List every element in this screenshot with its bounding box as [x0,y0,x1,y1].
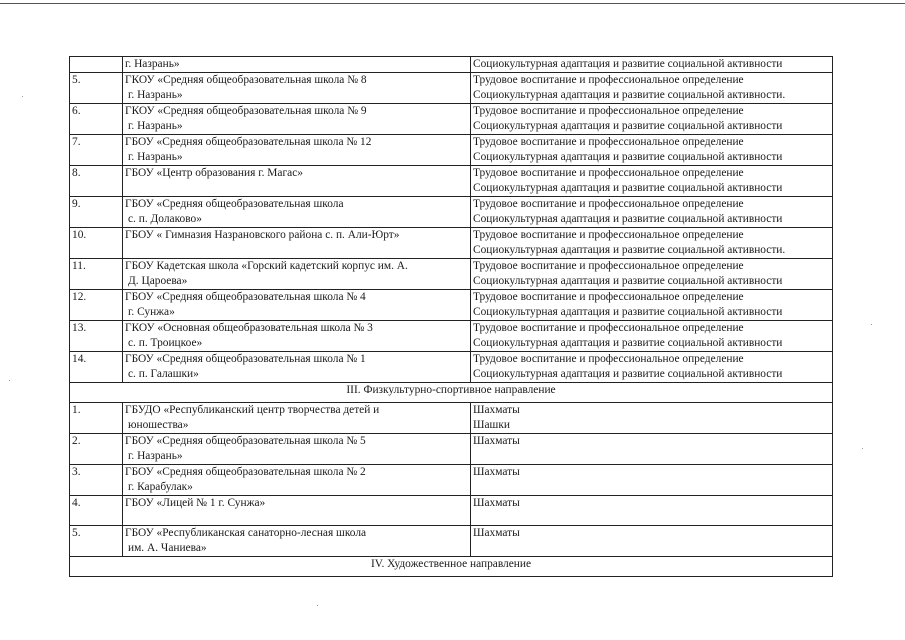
institution-name-line: ГКОУ «Основная общеобразовательная школа № 3 [125,322,373,334]
institution-name-line: г. Назрань» [125,58,180,70]
institution-name-line: ГБОУ «Средняя общеобразовательная школа № 12 [125,136,372,148]
row-number: 4. [70,496,123,526]
program-description [471,259,833,290]
institution-name-line: ГБОУ « Гимназия Назрановского района с. п. Али-Юрт» [125,229,400,241]
row-number: 5. [70,73,123,104]
row-number [70,57,123,73]
scan-artifact [9,380,10,381]
program-description-line: Социокультурная адаптация и развитие социальной активности [473,182,783,194]
table-row [70,197,833,228]
program-description-line: Трудовое воспитание и профессиональное определение [473,105,744,117]
institution-name-line: ГБОУ «Средняя общеобразовательная школа № 4 [125,291,366,303]
table-row [70,290,833,321]
row-number: 2. [70,434,123,465]
program-description-line: Трудовое воспитание и профессиональное определение [473,229,744,241]
table-row [70,104,833,135]
program-description-line: Шашки [473,419,510,431]
institution-name-line: ГКОУ «Средняя общеобразовательная школа № 9 [125,105,367,117]
program-description [471,166,833,197]
institution-name-line: ГБОУ «Средняя общеобразовательная школа № 1 [125,353,366,365]
program-description-line: Трудовое воспитание и профессиональное определение [473,167,744,179]
program-description-line: Социокультурная адаптация и развитие социальной активности [473,368,783,380]
institution-name [123,166,471,197]
program-description-line: Социокультурная адаптация и развитие социальной активности [473,213,783,225]
program-description-line: Трудовое воспитание и профессиональное определение [473,74,744,86]
row-number: 12. [70,290,123,321]
institution-name [123,526,471,557]
program-description-line: Трудовое воспитание и профессиональное определение [473,260,744,272]
program-description-line: Трудовое воспитание и профессиональное определение [473,322,744,334]
row-number: 11. [70,259,123,290]
table-body [70,57,833,577]
scan-artifact [22,96,23,97]
table-row [70,496,833,526]
table-row [70,526,833,557]
institution-name-line: ГБОУ Кадетская школа «Горский кадетский корпус им. А. [125,260,408,272]
section-header-row [70,557,833,577]
program-description [471,73,833,104]
program-description [471,465,833,496]
table-row [70,434,833,465]
program-description [471,321,833,352]
institution-name-line: Д. Цароева» [128,275,188,287]
program-description [471,496,833,526]
table-row [70,73,833,104]
institution-name [123,228,471,259]
institution-name-line: г. Назрань» [128,89,183,101]
section-title: IV. Художественное направление [70,557,833,577]
program-description-line: Социокультурная адаптация и развитие социальной активности. [473,89,786,101]
program-description-line: Шахматы [473,466,520,478]
program-description-line: Шахматы [473,497,520,509]
row-number: 6. [70,104,123,135]
institution-name [123,403,471,434]
institution-name [123,135,471,166]
table-row [70,352,833,383]
institution-name-line: с. п. Троицкое» [128,337,203,349]
program-description-line: Трудовое воспитание и профессиональное определение [473,291,744,303]
program-description-line: Социокультурная адаптация и развитие социальной активности. [473,244,786,256]
row-number: 3. [70,465,123,496]
institution-name-line: ГБОУ «Средняя общеобразовательная школа [125,198,344,210]
row-number: 9. [70,197,123,228]
table-row [70,166,833,197]
program-description [471,526,833,557]
scan-artifact [317,605,318,606]
table-row [70,135,833,166]
institution-name [123,73,471,104]
program-description-line: Трудовое воспитание и профессиональное определение [473,353,744,365]
program-description [471,57,833,73]
institution-name-line: ГБОУ «Центр образования г. Магас» [125,167,303,179]
institution-name [123,57,471,73]
section-header-row [70,383,833,403]
program-description-line: Социокультурная адаптация и развитие социальной активности [473,337,783,349]
program-description-line: Социокультурная адаптация и развитие социальной активности [473,275,783,287]
institution-name-line: г. Назрань» [128,120,183,132]
program-description-line: Социокультурная адаптация и развитие социальной активности [473,151,783,163]
program-description-line: Социокультурная адаптация и развитие социальной активности [473,306,783,318]
institution-name-line: г. Карабулак» [128,481,193,493]
program-description [471,290,833,321]
institution-name [123,465,471,496]
program-description-line: Трудовое воспитание и профессиональное определение [473,198,744,210]
row-number: 13. [70,321,123,352]
scan-artifact [871,324,872,325]
institution-name-line: г. Назрань» [128,450,183,462]
institution-name [123,259,471,290]
table-row [70,228,833,259]
row-number: 10. [70,228,123,259]
institution-name-line: с. п. Долаково» [128,213,202,225]
table-row [70,465,833,496]
program-description [471,352,833,383]
program-description [471,197,833,228]
program-description-line: Трудовое воспитание и профессиональное определение [473,136,744,148]
institution-name-line: ГБОУ «Средняя общеобразовательная школа № 2 [125,466,366,478]
institution-name-line: юношества» [128,419,189,431]
program-description [471,228,833,259]
institution-name-line: ГБОУ «Республиканская санаторно-лесная школа [125,527,367,539]
section-title: III. Физкультурно-спортивное направление [70,383,833,403]
page-top-border [0,3,905,4]
institution-name-line: ГБУДО «Республиканский центр творчества детей и [125,404,380,416]
program-description [471,135,833,166]
institution-name-line: им. А. Чаниева» [128,542,207,554]
table-row [70,57,833,73]
institution-name-line: г. Назрань» [128,151,183,163]
row-number: 5. [70,526,123,557]
row-number: 7. [70,135,123,166]
scan-artifact [862,448,863,449]
institution-name-line: ГКОУ «Средняя общеобразовательная школа № 8 [125,74,367,86]
institution-name-line: г. Сунжа» [128,306,175,318]
institution-name-line: ГБОУ «Лицей № 1 г. Сунжа» [125,497,266,509]
program-description-line: Шахматы [473,404,520,416]
program-description [471,104,833,135]
institution-name [123,197,471,228]
institution-name [123,352,471,383]
table-row [70,259,833,290]
program-description-line: Социокультурная адаптация и развитие социальной активности [473,120,783,132]
table-row [70,403,833,434]
program-description-line: Шахматы [473,435,520,447]
row-number: 14. [70,352,123,383]
institution-name [123,434,471,465]
program-description-line: Шахматы [473,527,520,539]
program-description-line: Социокультурная адаптация и развитие социальной активности [473,58,783,70]
row-number: 1. [70,403,123,434]
institution-name-line: ГБОУ «Средняя общеобразовательная школа № 5 [125,435,366,447]
row-number: 8. [70,166,123,197]
institution-name-line: с. п. Галашки» [128,368,199,380]
institutions-table [69,56,833,577]
institution-name [123,321,471,352]
program-description [471,434,833,465]
program-description [471,403,833,434]
institution-name [123,104,471,135]
institution-name [123,290,471,321]
institution-name [123,496,471,526]
table-row [70,321,833,352]
